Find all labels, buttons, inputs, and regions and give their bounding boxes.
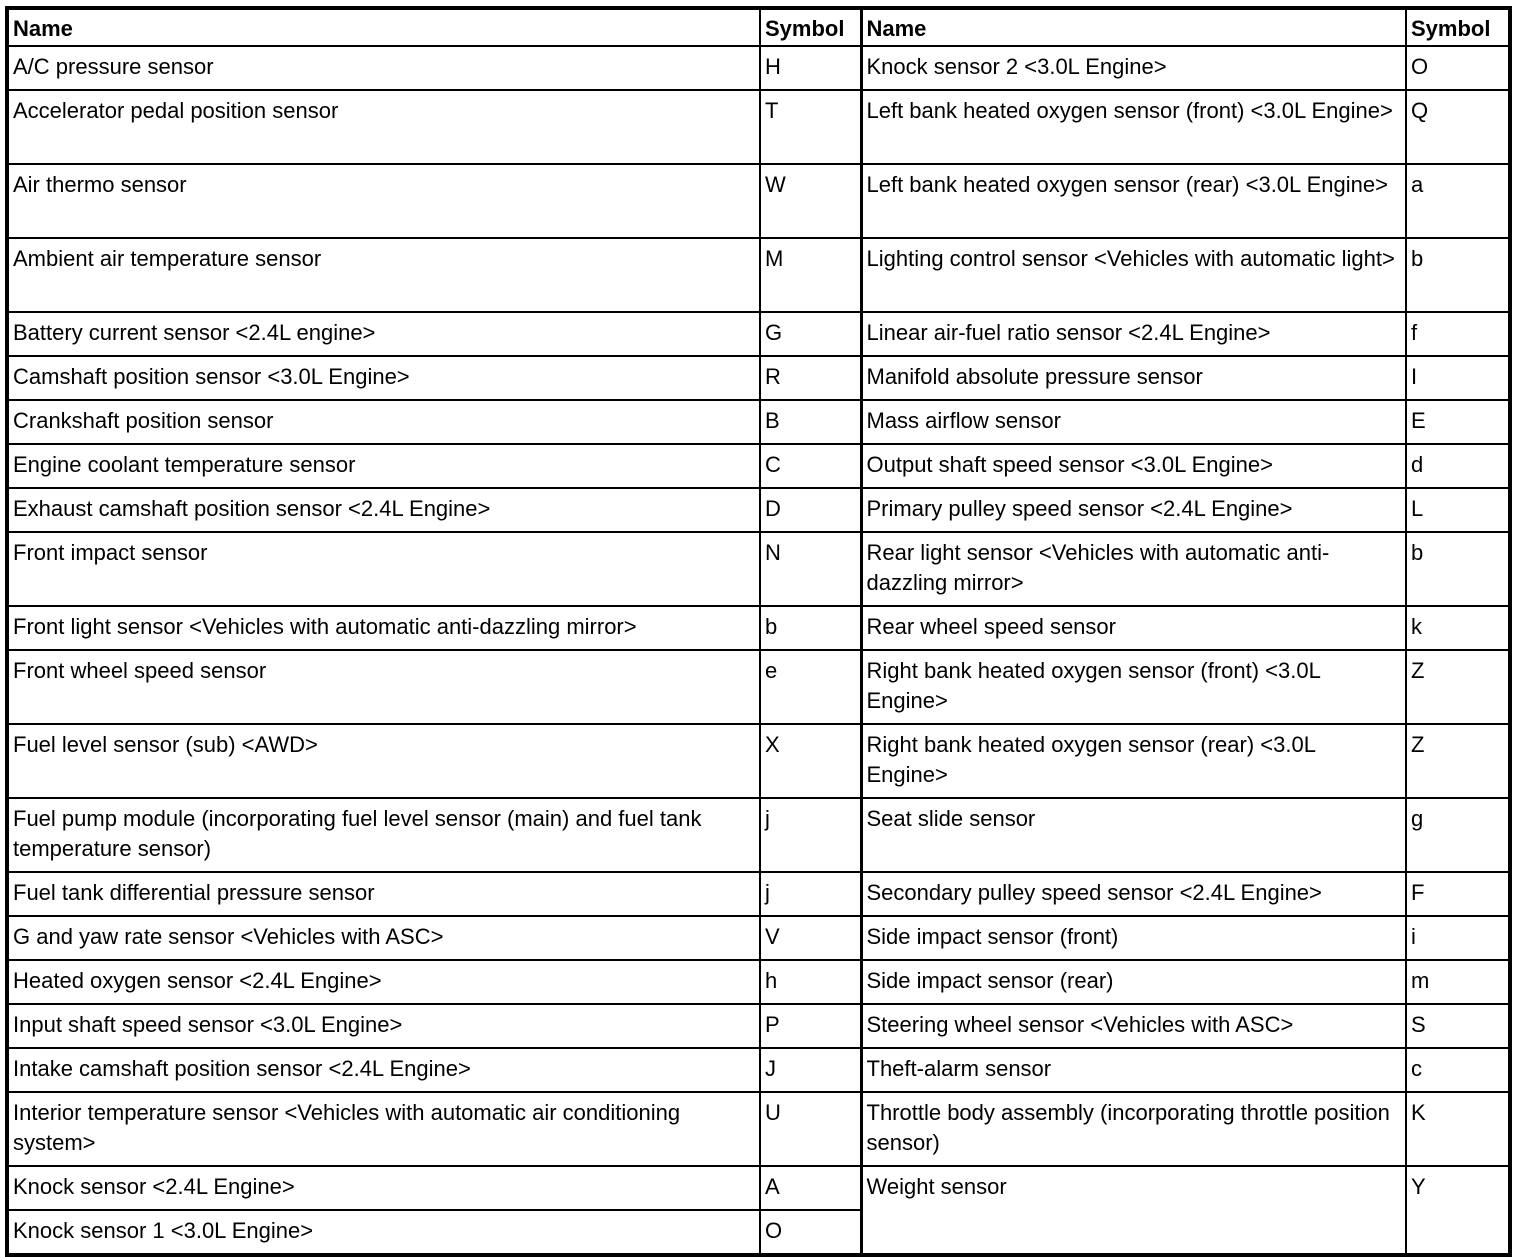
right-sensor-name: Output shaft speed sensor <3.0L Engine>	[861, 444, 1406, 488]
table-row	[7, 90, 1510, 164]
left-sensor-symbol: N	[760, 532, 861, 606]
right-sensor-name: Secondary pulley speed sensor <2.4L Engine>	[861, 872, 1406, 916]
left-sensor-symbol: D	[760, 488, 861, 532]
left-sensor-name: Heated oxygen sensor <2.4L Engine>	[7, 960, 760, 1004]
table-row	[7, 798, 1510, 872]
right-sensor-symbol: Z	[1406, 650, 1510, 724]
right-sensor-symbol: b	[1406, 238, 1510, 312]
right-sensor-symbol: L	[1406, 488, 1510, 532]
table-row	[7, 400, 1510, 444]
table-row	[7, 872, 1510, 916]
right-sensor-name: Right bank heated oxygen sensor (rear) <3.0L Engine>	[861, 724, 1406, 798]
table-row	[7, 1092, 1510, 1166]
left-sensor-symbol: G	[760, 312, 861, 356]
right-sensor-symbol: O	[1406, 46, 1510, 90]
table-row	[7, 916, 1510, 960]
table-row	[7, 1166, 1510, 1210]
right-sensor-name: Right bank heated oxygen sensor (front) <3.0L Engine>	[861, 650, 1406, 724]
right-sensor-symbol: E	[1406, 400, 1510, 444]
right-sensor-symbol: m	[1406, 960, 1510, 1004]
left-sensor-symbol: P	[760, 1004, 861, 1048]
right-sensor-symbol: K	[1406, 1092, 1510, 1166]
right-sensor-name: Steering wheel sensor <Vehicles with ASC>	[861, 1004, 1406, 1048]
right-sensor-name: Knock sensor 2 <3.0L Engine>	[861, 46, 1406, 90]
table-row	[7, 532, 1510, 606]
left-sensor-symbol: V	[760, 916, 861, 960]
table-row	[7, 312, 1510, 356]
left-sensor-name: Fuel pump module (incorporating fuel level sensor (main) and fuel tank temperature sensor)	[7, 798, 760, 872]
left-sensor-symbol: b	[760, 606, 861, 650]
right-sensor-name: Linear air-fuel ratio sensor <2.4L Engine>	[861, 312, 1406, 356]
right-sensor-symbol: Z	[1406, 724, 1510, 798]
left-sensor-symbol: X	[760, 724, 861, 798]
right-sensor-symbol: Y	[1406, 1166, 1510, 1255]
table-row	[7, 960, 1510, 1004]
table-row	[7, 46, 1510, 90]
left-sensor-symbol: O	[760, 1210, 861, 1255]
left-sensor-symbol: B	[760, 400, 861, 444]
left-sensor-name: Crankshaft position sensor	[7, 400, 760, 444]
left-sensor-symbol: R	[760, 356, 861, 400]
left-sensor-symbol: W	[760, 164, 861, 238]
right-sensor-name: Side impact sensor (front)	[861, 916, 1406, 960]
table-row	[7, 444, 1510, 488]
left-sensor-name: G and yaw rate sensor <Vehicles with ASC>	[7, 916, 760, 960]
right-sensor-symbol: k	[1406, 606, 1510, 650]
left-sensor-name: Exhaust camshaft position sensor <2.4L Engine>	[7, 488, 760, 532]
left-name-header: Name	[7, 8, 760, 46]
left-sensor-name: Front impact sensor	[7, 532, 760, 606]
left-sensor-name: Fuel level sensor (sub) <AWD>	[7, 724, 760, 798]
table-row	[7, 1048, 1510, 1092]
left-sensor-name: Input shaft speed sensor <3.0L Engine>	[7, 1004, 760, 1048]
left-sensor-symbol: J	[760, 1048, 861, 1092]
right-sensor-symbol: d	[1406, 444, 1510, 488]
right-sensor-name: Theft-alarm sensor	[861, 1048, 1406, 1092]
left-sensor-name: Camshaft position sensor <3.0L Engine>	[7, 356, 760, 400]
left-sensor-symbol: j	[760, 872, 861, 916]
left-sensor-name: Knock sensor <2.4L Engine>	[7, 1166, 760, 1210]
right-sensor-symbol: S	[1406, 1004, 1510, 1048]
left-sensor-name: Intake camshaft position sensor <2.4L Engine>	[7, 1048, 760, 1092]
right-symbol-header: Symbol	[1406, 8, 1510, 46]
right-sensor-name: Rear wheel speed sensor	[861, 606, 1406, 650]
table-row	[7, 164, 1510, 238]
right-sensor-name: Weight sensor	[861, 1166, 1406, 1255]
right-sensor-name: Lighting control sensor <Vehicles with automatic light>	[861, 238, 1406, 312]
left-sensor-symbol: h	[760, 960, 861, 1004]
right-sensor-name: Left bank heated oxygen sensor (rear) <3.0L Engine>	[861, 164, 1406, 238]
right-sensor-name: Manifold absolute pressure sensor	[861, 356, 1406, 400]
table-row	[7, 606, 1510, 650]
right-sensor-symbol: F	[1406, 872, 1510, 916]
right-sensor-name: Throttle body assembly (incorporating throttle position sensor)	[861, 1092, 1406, 1166]
left-sensor-name: A/C pressure sensor	[7, 46, 760, 90]
right-sensor-symbol: i	[1406, 916, 1510, 960]
right-sensor-symbol: f	[1406, 312, 1510, 356]
right-sensor-symbol: Q	[1406, 90, 1510, 164]
left-sensor-symbol: M	[760, 238, 861, 312]
right-sensor-name: Left bank heated oxygen sensor (front) <3.0L Engine>	[861, 90, 1406, 164]
left-sensor-symbol: e	[760, 650, 861, 724]
left-sensor-name: Knock sensor 1 <3.0L Engine>	[7, 1210, 760, 1255]
right-sensor-name: Primary pulley speed sensor <2.4L Engine>	[861, 488, 1406, 532]
left-sensor-name: Engine coolant temperature sensor	[7, 444, 760, 488]
left-sensor-name: Ambient air temperature sensor	[7, 238, 760, 312]
left-sensor-symbol: T	[760, 90, 861, 164]
left-symbol-header: Symbol	[760, 8, 861, 46]
left-sensor-name: Air thermo sensor	[7, 164, 760, 238]
left-sensor-symbol: C	[760, 444, 861, 488]
table-row	[7, 488, 1510, 532]
left-sensor-name: Interior temperature sensor <Vehicles with automatic air conditioning system>	[7, 1092, 760, 1166]
left-sensor-name: Front light sensor <Vehicles with automatic anti-dazzling mirror>	[7, 606, 760, 650]
left-sensor-symbol: j	[760, 798, 861, 872]
table-row	[7, 356, 1510, 400]
table-row	[7, 650, 1510, 724]
right-sensor-symbol: g	[1406, 798, 1510, 872]
right-sensor-symbol: a	[1406, 164, 1510, 238]
right-sensor-name: Seat slide sensor	[861, 798, 1406, 872]
right-sensor-symbol: I	[1406, 356, 1510, 400]
right-name-header: Name	[861, 8, 1406, 46]
sensor-symbol-table	[5, 6, 1512, 1257]
left-sensor-name: Fuel tank differential pressure sensor	[7, 872, 760, 916]
table-row	[7, 1004, 1510, 1048]
left-sensor-symbol: A	[760, 1166, 861, 1210]
table-row	[7, 724, 1510, 798]
left-sensor-name: Battery current sensor <2.4L engine>	[7, 312, 760, 356]
table-row	[7, 238, 1510, 312]
right-sensor-name: Mass airflow sensor	[861, 400, 1406, 444]
right-sensor-name: Side impact sensor (rear)	[861, 960, 1406, 1004]
right-sensor-symbol: c	[1406, 1048, 1510, 1092]
left-sensor-name: Front wheel speed sensor	[7, 650, 760, 724]
left-sensor-name: Accelerator pedal position sensor	[7, 90, 760, 164]
right-sensor-symbol: b	[1406, 532, 1510, 606]
left-sensor-symbol: H	[760, 46, 861, 90]
table-header-row	[7, 8, 1510, 46]
right-sensor-name: Rear light sensor <Vehicles with automatic anti-dazzling mirror>	[861, 532, 1406, 606]
left-sensor-symbol: U	[760, 1092, 861, 1166]
